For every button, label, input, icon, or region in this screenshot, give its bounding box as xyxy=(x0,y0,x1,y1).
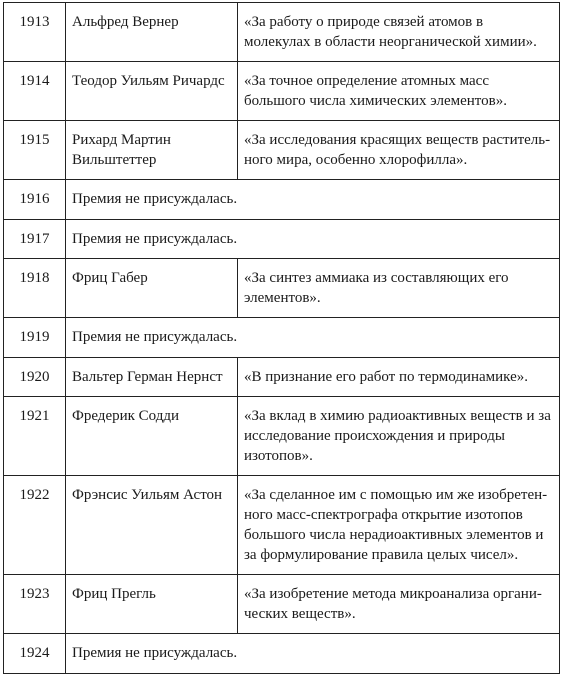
year-cell: 1914 xyxy=(4,62,66,121)
table-row xyxy=(4,575,560,634)
year-cell: 1918 xyxy=(4,259,66,318)
table-row xyxy=(4,358,560,397)
year-cell: 1924 xyxy=(4,634,66,674)
table-row xyxy=(4,476,560,575)
nobel-chemistry-table xyxy=(3,2,560,674)
year-cell: 1923 xyxy=(4,575,66,634)
laureate-name-cell: Фредерик Содди xyxy=(66,397,238,476)
no-award-note: Премия не присуждалась. xyxy=(66,180,560,220)
table-row xyxy=(4,634,560,674)
table-row xyxy=(4,180,560,220)
reason-cell: «За точное определение атомных масс большого числа химических элементов». xyxy=(238,62,560,121)
no-award-note: Премия не присуждалась. xyxy=(66,634,560,674)
laureate-name-cell: Вальтер Герман Нернст xyxy=(66,358,238,397)
year-cell: 1913 xyxy=(4,3,66,62)
no-award-note: Премия не присуждалась. xyxy=(66,318,560,358)
table-row xyxy=(4,259,560,318)
table-row xyxy=(4,121,560,180)
year-cell: 1921 xyxy=(4,397,66,476)
laureate-name-cell: Фриц Габер xyxy=(66,259,238,318)
reason-cell: «За изобретение метода микроанализа органических веществ». xyxy=(238,575,560,634)
reason-cell: «За сделанное им с помощью им же изобретенного масс-спектрографа открытие изотопов большого числа нерадиоактивных элементов и за формулирование правила целых чисел». xyxy=(238,476,560,575)
laureate-name-cell: Фрэнсис Уильям Астон xyxy=(66,476,238,575)
table-row xyxy=(4,62,560,121)
laureate-name-cell: Фриц Прегль xyxy=(66,575,238,634)
table-row xyxy=(4,3,560,62)
year-cell: 1919 xyxy=(4,318,66,358)
year-cell: 1917 xyxy=(4,220,66,259)
year-cell: 1916 xyxy=(4,180,66,220)
table-row xyxy=(4,318,560,358)
reason-cell: «За исследования красящих веществ растительного мира, особенно хлорофилла». xyxy=(238,121,560,180)
laureate-name-cell: Альфред Вернер xyxy=(66,3,238,62)
reason-cell: «За вклад в химию радиоактивных веществ и за исследование происхождения и природы изотопов». xyxy=(238,397,560,476)
laureate-name-cell: Рихард Мартин Вильштеттер xyxy=(66,121,238,180)
no-award-note: Премия не присуждалась. xyxy=(66,220,560,259)
reason-cell: «За синтез аммиака из составляющих его элементов». xyxy=(238,259,560,318)
reason-cell: «За работу о природе связей атомов в молекулах в области неорганической химии». xyxy=(238,3,560,62)
year-cell: 1920 xyxy=(4,358,66,397)
year-cell: 1922 xyxy=(4,476,66,575)
table-row xyxy=(4,220,560,259)
table-row xyxy=(4,397,560,476)
laureate-name-cell: Теодор Уильям Ричардс xyxy=(66,62,238,121)
reason-cell: «В признание его работ по термодинамике». xyxy=(238,358,560,397)
year-cell: 1915 xyxy=(4,121,66,180)
